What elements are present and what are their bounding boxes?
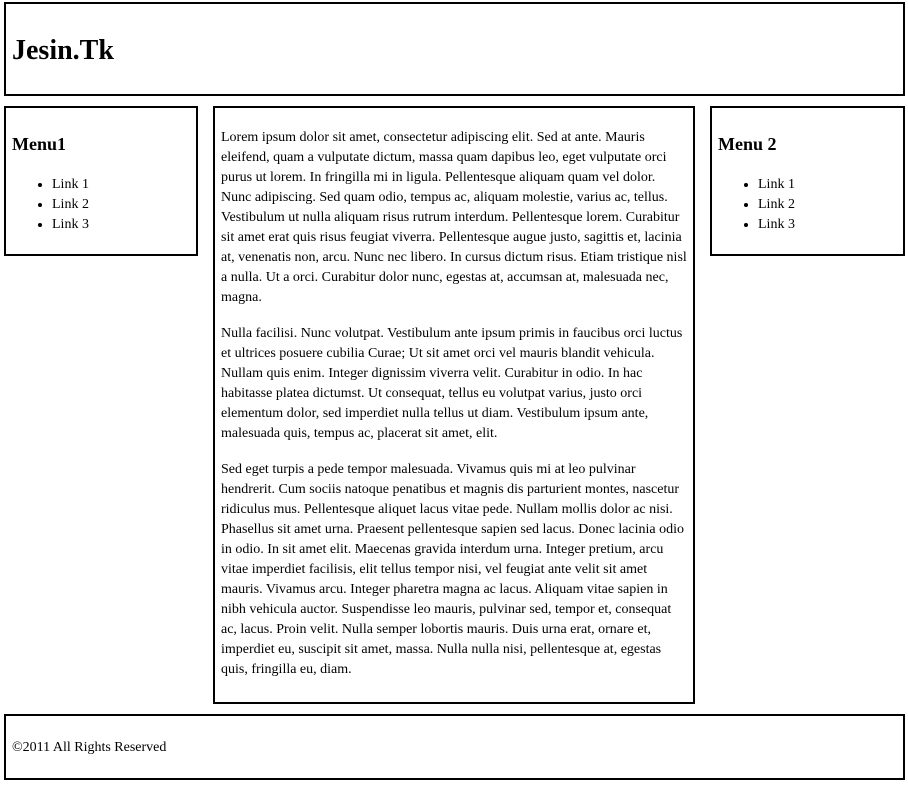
main-content <box>213 106 695 704</box>
left-menu-item <box>52 215 89 235</box>
right-menu <box>710 106 905 256</box>
content-body <box>221 128 689 696</box>
right-menu-link-2[interactable]: Link 2 <box>758 197 795 212</box>
right-menu-item <box>758 175 795 195</box>
left-menu-list <box>12 175 89 235</box>
right-menu-link-3[interactable]: Link 3 <box>758 217 795 232</box>
content-paragraph-1: Lorem ipsum dolor sit amet, consectetur adipiscing elit. Sed at ante. Mauris eleifend, quam a vulputate dictum, massa quam dapibus leo, eget vulputate orci purus ut lorem. In fringilla mi in ligula. Pellentesque aliquam quam vel dolor. Nunc adipiscing. Sed quam odio, tempus ac, aliquam molestie, varius ac, tellus. Vestibulum ut nulla aliquam risus rutrum interdum. Pellentesque lorem. Curabitur sit amet erat quis risus feugiat viverra. Pellentesque augue justo, sagittis et, lacinia at, venenatis non, arcu. Nunc nec libero. In cursus dictum risus. Etiam tristique nisl a nulla. Ut a orci. Curabitur dolor nunc, egestas at, accumsan at, malesuada nec, magna. <box>221 130 687 305</box>
copyright-text: ©2011 All Rights Reserved <box>12 740 167 755</box>
content-paragraph-2: Nulla facilisi. Nunc volutpat. Vestibulum ante ipsum primis in faucibus orci luctus et ultrices posuere cubilia Curae; Ut sit amet orci vel mauris blandit vehicula. Nullam quis enim. Integer dignissim viverra velit. Curabitur in odio. In hac habitasse platea dictumst. Ut consequat, tellus eu volutpat varius, justo orci elementum dolor, sed imperdiet nulla tellus ut diam. Vestibulum ipsum ante, malesuada quis, tempus ac, placerat sit amet, elit. <box>221 326 683 441</box>
left-menu-title: Menu1 <box>12 134 66 154</box>
left-menu-link-3[interactable]: Link 3 <box>52 217 89 232</box>
left-menu-item <box>52 175 89 195</box>
right-menu-title: Menu 2 <box>718 134 777 154</box>
site-header <box>4 2 905 96</box>
right-menu-link-1[interactable]: Link 1 <box>758 177 795 192</box>
left-menu-link-2[interactable]: Link 2 <box>52 197 89 212</box>
right-menu-item <box>758 215 795 235</box>
content-paragraph-3: Sed eget turpis a pede tempor malesuada. Vivamus quis mi at leo pulvinar hendrerit. Cum sociis natoque penatibus et magnis dis parturient montes, nascetur ridiculus mus. Pellentesque aliquet lacus vitae pede. Nullam mollis dolor ac nisi. Phasellus sit amet urna. Praesent pellentesque sapien sed lacus. Donec lacinia odio in odio. In sit amet elit. Maecenas gravida interdum urna. Integer pretium, arcu vitae imperdiet facilisis, elit tellus tempor nisi, vel feugiat ante velit sit amet mauris. Vivamus arcu. Integer pharetra magna ac lacus. Aliquam vitae sapien in nibh vehicula auctor. Suspendisse leo mauris, pulvinar sed, tempor et, consequat ac, lacus. Proin velit. Nulla semper lobortis mauris. Duis urna erat, ornare et, imperdiet eu, suscipit sit amet, massa. Nulla nulla nisi, pellentesque at, egestas quis, fringilla eu, diam. <box>221 462 685 677</box>
left-menu <box>4 106 198 256</box>
site-title: Jesin.Tk <box>12 35 114 66</box>
left-menu-link-1[interactable]: Link 1 <box>52 177 89 192</box>
left-menu-item <box>52 195 89 215</box>
site-footer <box>4 714 905 780</box>
right-menu-list <box>718 175 795 235</box>
right-menu-item <box>758 195 795 215</box>
